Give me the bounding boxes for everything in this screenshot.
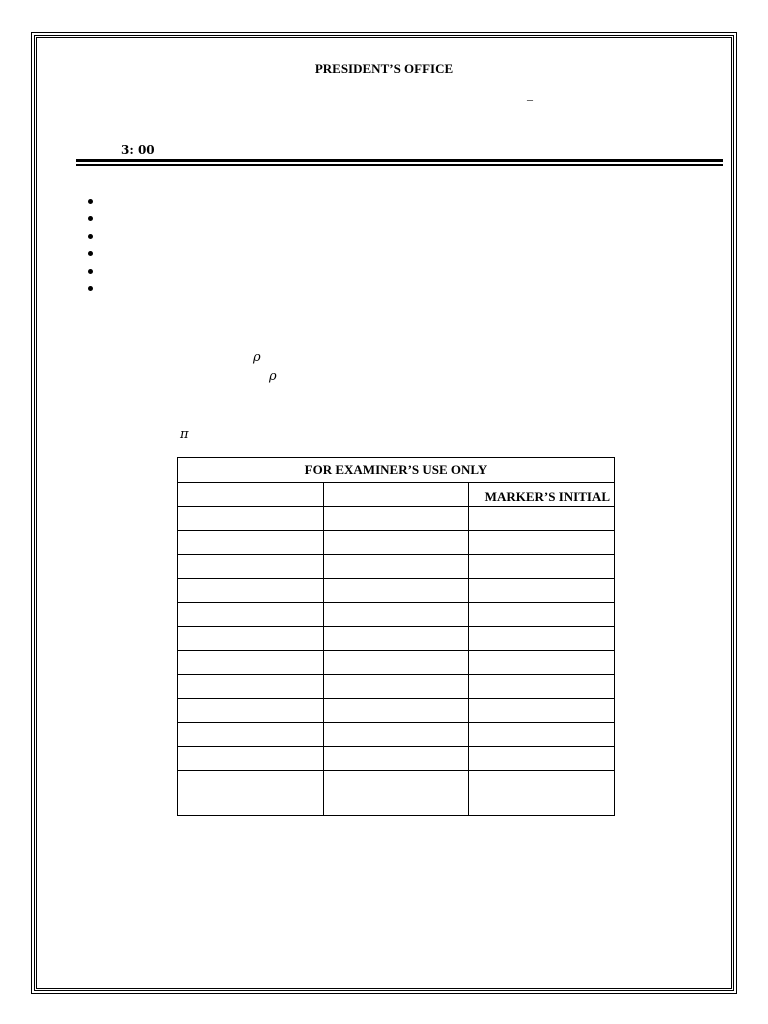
table-row: [178, 747, 615, 771]
bullet-icon: [88, 234, 93, 239]
table-cell: [469, 771, 615, 816]
table-row: [178, 531, 615, 555]
table-cell: [323, 579, 469, 603]
table-cell: [469, 651, 615, 675]
table-cell: [323, 699, 469, 723]
table-cell: [323, 555, 469, 579]
table-cell: [469, 699, 615, 723]
rho-symbol: ρ: [253, 350, 261, 365]
table-cell: [469, 627, 615, 651]
table-row: [178, 627, 615, 651]
bullet-icon: [88, 199, 93, 204]
table-cell: [323, 507, 469, 531]
table-cell: [323, 723, 469, 747]
table-cell: [469, 603, 615, 627]
table-cell: [178, 555, 324, 579]
table-row: [178, 603, 615, 627]
column-header-marker-initial: MARKER’S INITIAL: [469, 483, 615, 507]
office-title: PRESIDENT’S OFFICE: [314, 61, 454, 76]
table-cell: [469, 507, 615, 531]
table-cell: [178, 627, 324, 651]
table-cell: [178, 747, 324, 771]
table-cell: [178, 603, 324, 627]
dash-mark: –: [527, 92, 533, 106]
table-cell: [178, 507, 324, 531]
table-cell: [178, 651, 324, 675]
table-cell: [178, 723, 324, 747]
table-row: [178, 555, 615, 579]
table-cell: [323, 531, 469, 555]
pi-symbol: π: [180, 427, 189, 442]
table-cell: [323, 675, 469, 699]
column-header: [323, 483, 469, 507]
table-cell: [469, 675, 615, 699]
bullet-icon: [88, 286, 93, 291]
table-cell: [178, 579, 324, 603]
table-cell: [178, 675, 324, 699]
table-cell: [469, 747, 615, 771]
table-row: [178, 651, 615, 675]
header-rule-thin: [76, 164, 723, 166]
table-row: [178, 723, 615, 747]
table-cell: [323, 603, 469, 627]
table-row: [178, 699, 615, 723]
bullet-icon: [88, 269, 93, 274]
table-cell: [323, 627, 469, 651]
table-row: [178, 675, 615, 699]
exam-duration: 3: 00: [121, 143, 155, 157]
table-row-total: [178, 771, 615, 816]
table-cell: [178, 531, 324, 555]
table-cell: [323, 747, 469, 771]
table-cell: [469, 579, 615, 603]
column-header: [178, 483, 324, 507]
table-cell: [469, 723, 615, 747]
table-cell: [178, 699, 324, 723]
table-cell: [469, 555, 615, 579]
table-cell: [323, 651, 469, 675]
table-cell: [178, 771, 324, 816]
header-rule-thick: [76, 159, 723, 162]
examiner-table-title: FOR EXAMINER’S USE ONLY: [178, 458, 615, 483]
table-row: [178, 579, 615, 603]
rho-symbol: ρ: [269, 369, 277, 384]
table-header-row: [178, 483, 615, 507]
examiner-table: [177, 457, 615, 816]
table-row: [178, 507, 615, 531]
table-cell: [469, 531, 615, 555]
table-cell: [323, 771, 469, 816]
